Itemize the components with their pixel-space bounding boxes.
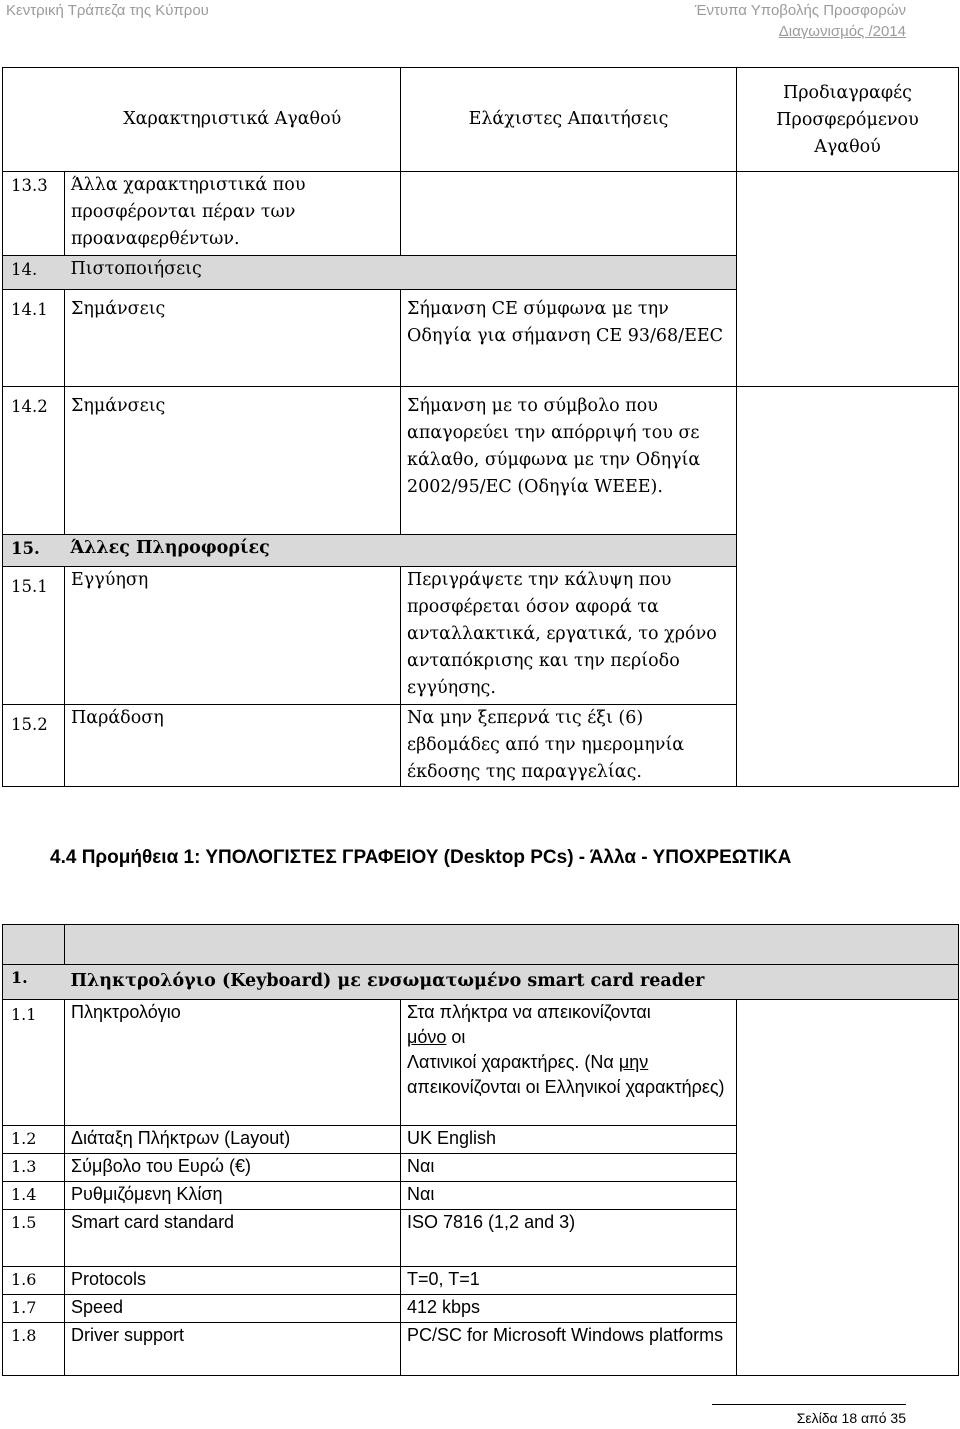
col-header-characteristics: Χαρακτηριστικά Αγαθού <box>65 68 401 172</box>
row-num: 1.3 <box>3 1154 65 1182</box>
row-req: Περιγράψετε την κάλυψη που προσφέρεται όσον αφορά τα ανταλλακτικά, εργατικά, το χρόνο ανταπόκρισης και την περίοδο εγγύησης. <box>401 567 737 705</box>
row-num: 15. <box>3 535 65 567</box>
group-num: 1. <box>3 965 65 1000</box>
row-num: 14.1 <box>3 290 65 387</box>
row-num: 15.2 <box>3 705 65 787</box>
row-item: Άλλες Πληροφορίες <box>65 535 737 567</box>
offered-cell <box>737 172 959 387</box>
table-row <box>3 387 959 535</box>
row-num: 1.2 <box>3 1126 65 1154</box>
row-req: Ναι <box>401 1182 737 1210</box>
row-num: 1.5 <box>3 1210 65 1267</box>
row-item: Smart card standard <box>65 1210 401 1267</box>
row-num: 1.6 <box>3 1267 65 1295</box>
row-req: Στα πλήκτρα να απεικονίζονται μόνο οι Λατινικοί χαρακτήρες. (Να μην απεικονίζονται οι Ελληνικοί χαρακτήρες) <box>401 1000 737 1126</box>
row-item: Ρυθμιζόμενη Κλίση <box>65 1182 401 1210</box>
row-req: Σήμανση με το σύμβολο που απαγορεύει την απόρριψή του σε κάλαθο, σύμφωνα με την Οδηγία 2002/95/EC (Οδηγία WEEE). <box>401 387 737 535</box>
row-item: Σύμβολο του Ευρώ (€) <box>65 1154 401 1182</box>
row-num: 1.4 <box>3 1182 65 1210</box>
row-req <box>401 172 737 256</box>
row-req: 412 kbps <box>401 1295 737 1323</box>
row-req: T=0, T=1 <box>401 1267 737 1295</box>
row-num: 14. <box>3 256 65 290</box>
row-item: Σημάνσεις <box>65 387 401 535</box>
footer-rule <box>712 1404 906 1405</box>
row-num: 1.7 <box>3 1295 65 1323</box>
group-title: Πληκτρολόγιο (Keyboard) με ενσωματωμένο smart card reader <box>65 965 959 1000</box>
row-item: Άλλα χαρακτηριστικά που προσφέρονται πέραν των προαναφερθέντων. <box>65 172 401 256</box>
row-item: Διάταξη Πλήκτρων (Layout) <box>65 1126 401 1154</box>
header-tender: Διαγωνισμός /2014 <box>778 23 906 40</box>
row-item: Πληκτρολόγιο <box>65 1000 401 1126</box>
row-item: Driver support <box>65 1323 401 1376</box>
row-num: 13.3 <box>3 172 65 256</box>
table-row <box>3 172 959 256</box>
row-item: Πιστοποιήσεις <box>65 256 737 290</box>
table-header-row <box>3 925 959 965</box>
group-row <box>3 965 959 1000</box>
specs-table-top <box>2 67 959 787</box>
table-row <box>3 1000 959 1126</box>
table-header-row <box>3 68 959 172</box>
row-req: UK English <box>401 1126 737 1154</box>
row-req: Ναι <box>401 1154 737 1182</box>
row-item: Παράδοση <box>65 705 401 787</box>
col-header-requirements: Ελάχιστες Απαιτήσεις <box>401 68 737 172</box>
header-doc-title: Έντυπα Υποβολής Προσφορών <box>694 2 906 19</box>
page-number: Σελίδα 18 από 35 <box>796 1410 906 1426</box>
row-req: PC/SC for Microsoft Windows platforms <box>401 1323 737 1376</box>
header-org: Κεντρική Τράπεζα της Κύπρου <box>6 2 209 19</box>
row-num: 1.1 <box>3 1000 65 1126</box>
row-num: 1.8 <box>3 1323 65 1376</box>
section-title: 4.4 Προμήθεια 1: ΥΠΟΛΟΓΙΣΤΕΣ ΓΡΑΦΕΙΟΥ (Desktop PCs) - Άλλα - ΥΠΟΧΡΕΩΤΙΚΑ <box>50 847 792 868</box>
row-item: Εγγύηση <box>65 567 401 705</box>
offered-cell <box>737 387 959 787</box>
row-req: ISO 7816 (1,2 and 3) <box>401 1210 737 1267</box>
row-req: Να μην ξεπερνά τις έξι (6) εβδομάδες από την ημερομηνία έκδοσης της παραγγελίας. <box>401 705 737 787</box>
row-num: 14.2 <box>3 387 65 535</box>
offered-cell <box>737 1000 959 1376</box>
keyboard-specs-table <box>2 924 959 1376</box>
row-item: Σημάνσεις <box>65 290 401 387</box>
row-item: Protocols <box>65 1267 401 1295</box>
row-item: Speed <box>65 1295 401 1323</box>
row-num: 15.1 <box>3 567 65 705</box>
row-req: Σήμανση CE σύμφωνα με την Οδηγία για σήμανση CE 93/68/EEC <box>401 290 737 387</box>
col-header-offered: Προδιαγραφές Προσφερόμενου Αγαθού <box>737 68 959 172</box>
